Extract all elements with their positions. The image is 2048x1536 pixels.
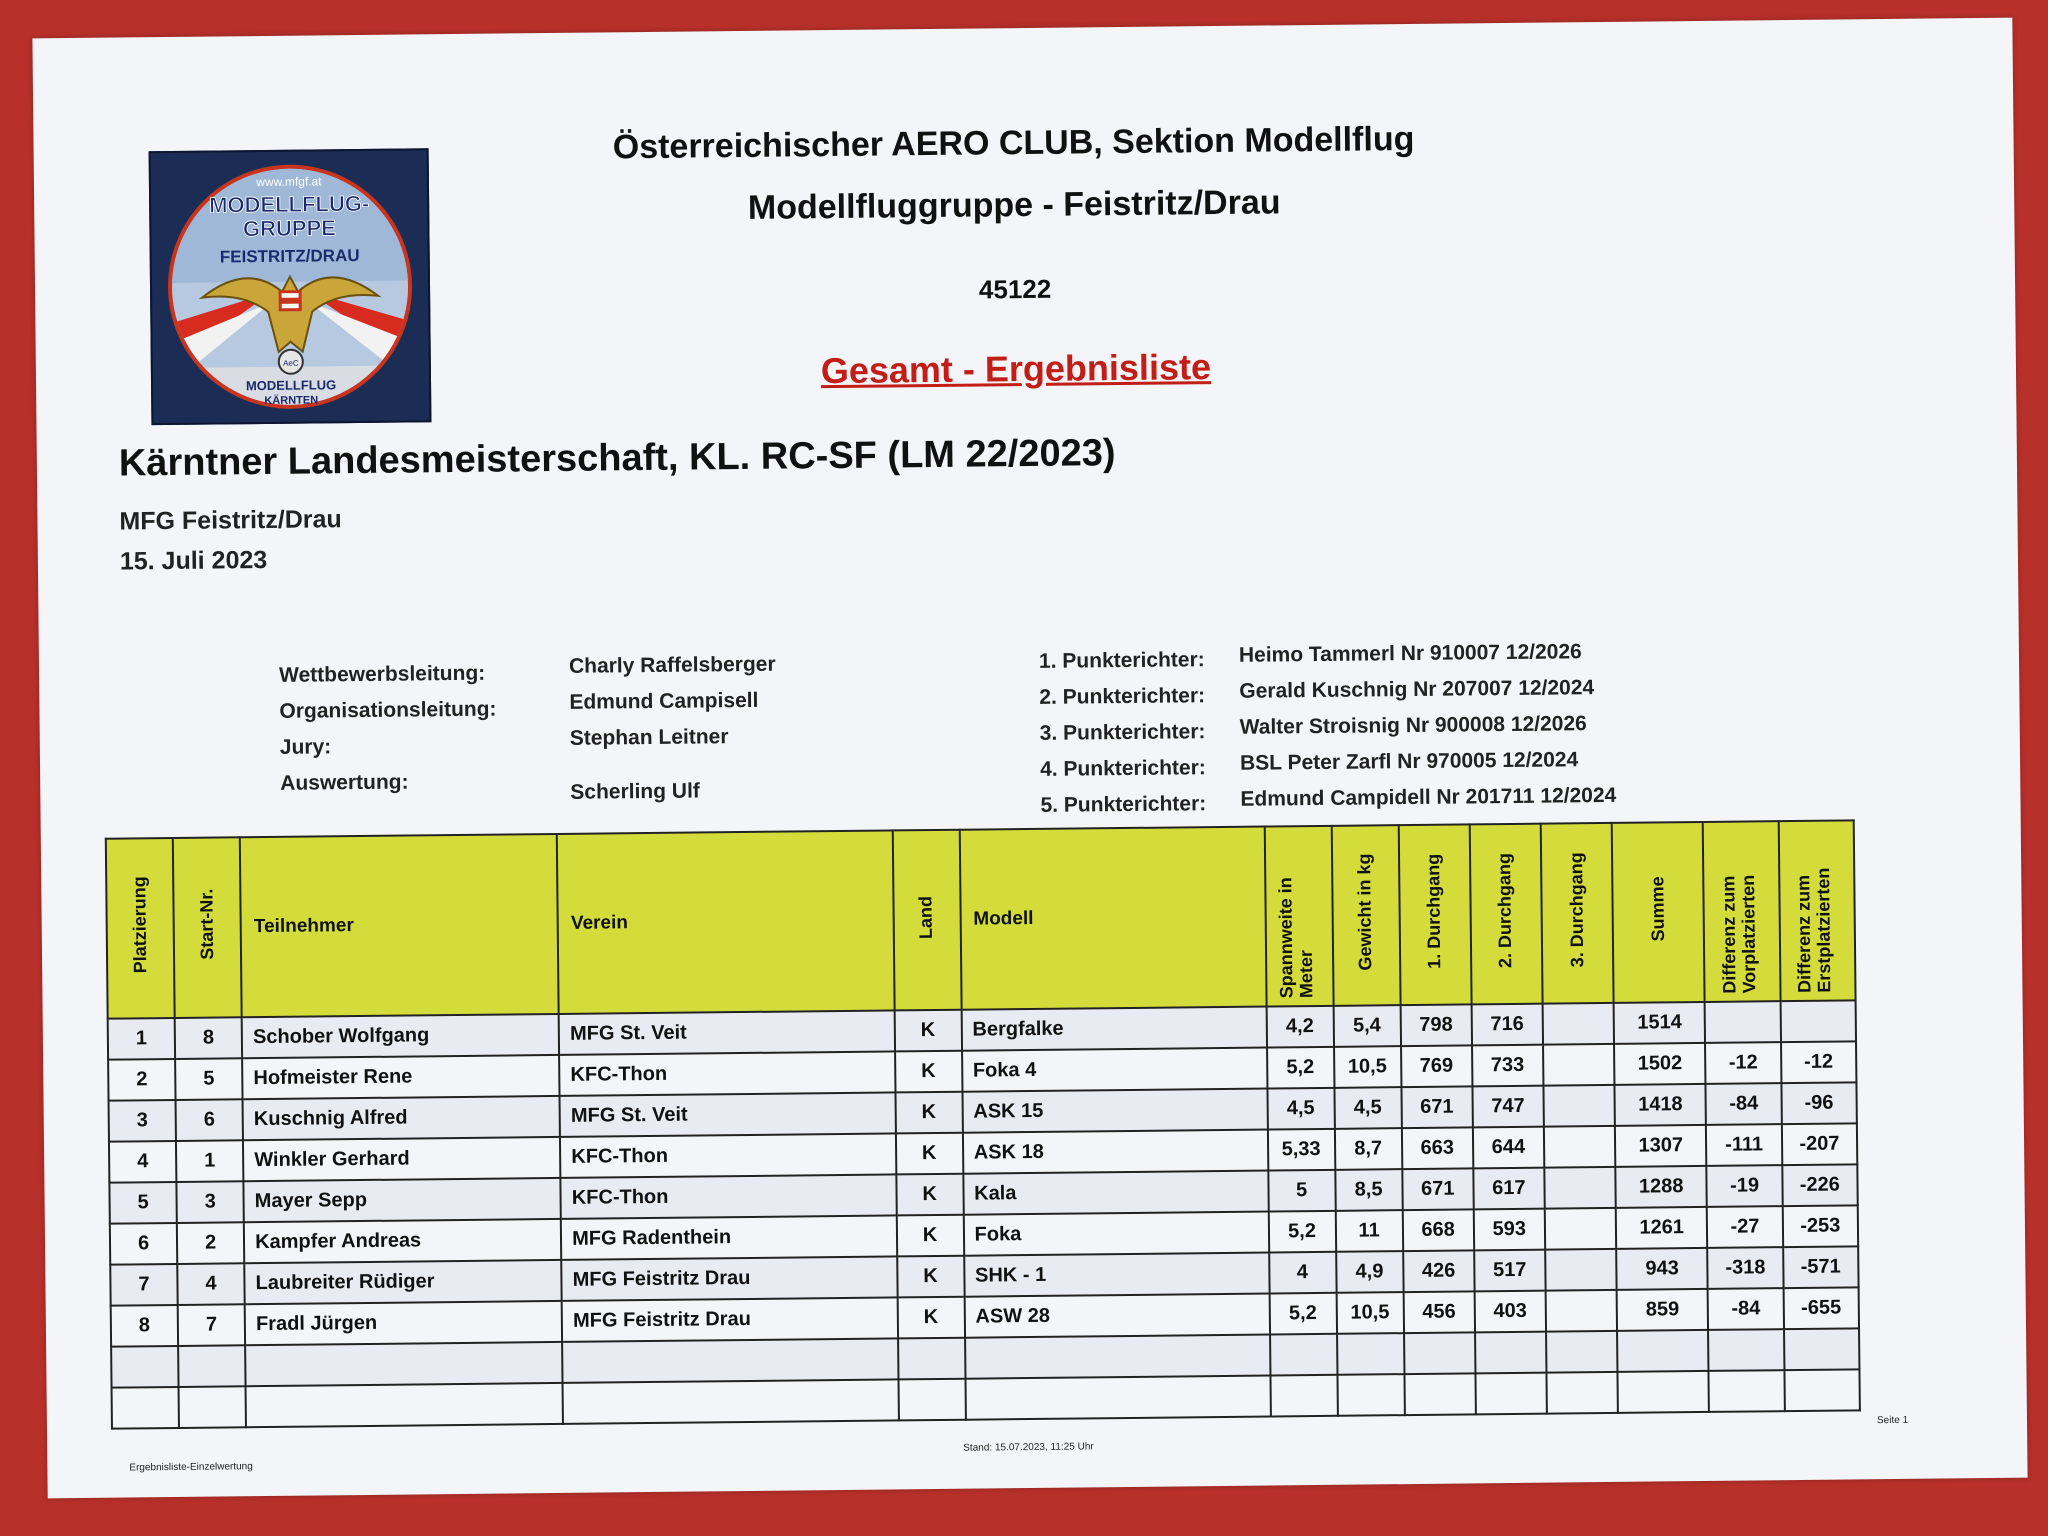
cell-d1: 426 [1403,1250,1475,1292]
logo-url-text: www.mfgf.at [256,174,322,190]
col-header-teilnehmer: Teilnehmer [240,834,559,1017]
judge-label: 2. Punkterichter: [1039,684,1206,709]
cell-start: 1 [176,1140,243,1182]
cell-derst [1784,1328,1860,1370]
cell-name: Hofmeister Rene [242,1055,559,1099]
logo-line-3: FEISTRITZ/DRAU [219,245,360,267]
cell-gewicht [1337,1333,1404,1375]
cell-name: Kuschnig Alfred [243,1096,560,1140]
footer-center: Stand: 15.07.2023, 11:25 Uhr [963,1441,1094,1454]
cell-modell: ASK 18 [963,1130,1268,1174]
cell-name: Fradl Jürgen [245,1301,562,1345]
cell-dvor: -318 [1708,1247,1784,1289]
cell-dvor: -84 [1706,1083,1782,1125]
cell-summe: 1418 [1614,1084,1706,1126]
cell-d1: 671 [1402,1168,1474,1210]
judge-value: BSL Peter Zarfl Nr 970005 12/2024 [1239,748,1579,775]
cell-d2 [1475,1332,1547,1374]
subtitle-text: Gesamt - Ergebnisliste [820,346,1212,392]
col-header-d2: 2. Durchgang [1469,824,1542,1005]
cell-spann: 5,33 [1267,1129,1334,1171]
col-header-d3: 3. Durchgang [1541,823,1614,1004]
judge-label: 5. Punkterichter: [1040,792,1207,817]
col-header-diff-vor: Differenz zum Vorplatzierten [1703,821,1780,1002]
cell-d1 [1404,1373,1476,1415]
cell-start: 5 [175,1058,242,1100]
col-header-d1: 1. Durchgang [1398,824,1471,1005]
cell-name: Kampfer Andreas [244,1219,561,1263]
cell-platz: 7 [110,1264,177,1306]
official-label: Organisationsleitung: [279,697,497,723]
cell-derst: -253 [1782,1205,1858,1247]
logo-line-4: MODELLFLUG [245,377,337,394]
cell-d2: 644 [1473,1127,1545,1169]
cell-spann: 5,2 [1268,1211,1335,1253]
cell-gewicht [1337,1374,1404,1416]
cell-land: K [896,1174,963,1216]
logo-line-5: KÄRNTEN [264,394,319,407]
cell-dvor: -84 [1708,1288,1784,1330]
cell-dvor: -19 [1707,1165,1783,1207]
cell-d2: 617 [1473,1168,1545,1210]
cell-land [898,1379,965,1421]
cell-d3 [1546,1331,1618,1373]
cell-summe: 1288 [1615,1166,1707,1208]
cell-gewicht: 4,5 [1334,1087,1401,1129]
col-header-modell: Modell [959,827,1266,1010]
cell-name: Schober Wolfgang [242,1014,559,1058]
official-value: Scherling Ulf [570,779,700,804]
cell-dvor: -111 [1706,1124,1782,1166]
cell-spann: 4,2 [1266,1006,1333,1048]
cell-summe: 859 [1617,1289,1709,1331]
cell-d3 [1542,1003,1614,1045]
cell-d3 [1545,1208,1617,1250]
judge-value: Walter Stroisnig Nr 900008 12/2026 [1239,712,1587,739]
cell-land: K [895,1051,962,1093]
cell-platz: 1 [108,1018,175,1060]
cell-d2: 733 [1472,1045,1544,1087]
cell-platz: 8 [111,1305,178,1347]
cell-modell: ASW 28 [964,1294,1269,1338]
cell-spann [1270,1334,1337,1376]
cell-modell: SHK - 1 [964,1253,1269,1297]
club-logo-graphic [151,150,430,423]
col-header-land: Land [892,830,961,1011]
cell-name: Mayer Sepp [244,1178,561,1222]
cell-spann: 4,5 [1267,1088,1334,1130]
cell-verein: KFC-Thon [561,1174,897,1219]
cell-d2: 517 [1474,1250,1546,1292]
cell-d2: 593 [1474,1209,1546,1251]
cell-d1: 798 [1400,1004,1472,1046]
club-logo [149,148,432,425]
cell-gewicht: 10,5 [1336,1292,1403,1334]
footer-left: Ergebnisliste-Einzelwertung [129,1461,253,1474]
cell-summe [1617,1330,1709,1372]
cell-start [179,1386,246,1428]
group-title: Modellfluggruppe - Feistritz/Drau [747,183,1281,227]
cell-summe: 1307 [1615,1125,1707,1167]
col-header-verein: Verein [557,830,894,1014]
cell-spann [1270,1375,1337,1417]
cell-modell: Foka 4 [962,1048,1267,1092]
cell-modell: Foka [963,1212,1268,1256]
cell-land: K [895,1133,962,1175]
cell-platz [112,1387,179,1429]
cell-dvor [1705,1001,1781,1043]
judge-value: Edmund Campidell Nr 201711 12/2024 [1240,783,1617,811]
cell-gewicht: 8,5 [1335,1169,1402,1211]
cell-land: K [897,1297,964,1339]
cell-spann: 5,2 [1269,1293,1336,1335]
cell-platz: 5 [109,1182,176,1224]
cell-gewicht: 4,9 [1336,1251,1403,1293]
cell-dvor: -27 [1707,1206,1783,1248]
cell-spann: 5 [1268,1170,1335,1212]
cell-d1: 663 [1402,1127,1474,1169]
cell-gewicht: 5,4 [1333,1005,1400,1047]
cell-d1: 671 [1401,1086,1473,1128]
cell-land: K [894,1010,961,1052]
cell-verein: MFG St. Veit [559,1010,895,1055]
cell-start: 6 [176,1099,243,1141]
cell-modell [965,1376,1270,1420]
cell-d3 [1545,1249,1617,1291]
cell-start: 3 [176,1181,243,1223]
col-header-gewicht: Gewicht in kg [1331,825,1400,1006]
cell-verein: MFG Feistritz Drau [561,1256,897,1301]
cell-platz: 4 [109,1141,176,1183]
cell-derst: -226 [1782,1164,1858,1206]
cell-d2: 716 [1471,1004,1543,1046]
cell-dvor [1708,1329,1784,1371]
cell-d3 [1544,1167,1616,1209]
col-header-spannweite: Spannweite in Meter [1264,826,1333,1007]
competition-number: 45122 [978,273,1052,305]
cell-start [178,1345,245,1387]
official-value: Charly Raffelsberger [568,652,776,678]
club-title: Österreichischer AERO CLUB, Sektion Modellflug [612,119,1415,167]
logo-line-1: MODELLFLUG- [208,190,370,218]
cell-derst [1780,1000,1856,1042]
official-label: Wettbewerbsleitung: [278,661,486,687]
cell-d3 [1546,1372,1618,1414]
cell-derst: -12 [1781,1041,1857,1083]
cell-verein: MFG St. Veit [560,1092,896,1137]
cell-verein: MFG Radenthein [561,1215,897,1260]
cell-d2: 747 [1472,1086,1544,1128]
cell-d1: 769 [1401,1045,1473,1087]
cell-start: 2 [177,1222,244,1264]
cell-modell: Bergfalke [961,1007,1266,1051]
cell-verein [562,1338,898,1383]
official-value: Edmund Campisell [569,688,759,714]
judge-value: Heimo Tammerl Nr 910007 12/2026 [1238,640,1582,667]
event-place: MFG Feistritz/Drau [119,505,342,536]
col-header-platz: Platzierung [106,838,175,1019]
footer-right: Seite 1 [1876,1414,1909,1427]
cell-platz [111,1346,178,1388]
col-header-diff-erst: Differenz zum Erstplatzierten [1778,820,1855,1001]
cell-spann: 4 [1269,1252,1336,1294]
official-label: Jury: [279,735,332,759]
cell-d1 [1404,1332,1476,1374]
cell-dvor [1709,1370,1785,1412]
cell-land: K [896,1215,963,1257]
cell-derst: -96 [1781,1082,1857,1124]
cell-d3 [1544,1126,1616,1168]
cell-gewicht: 8,7 [1334,1128,1401,1170]
event-title: Kärntner Landesmeisterschaft, KL. RC-SF (LM 22/2023) [118,432,1116,485]
logo-badge: AeC [282,358,299,368]
cell-gewicht: 11 [1335,1210,1402,1252]
judge-label: 3. Punkterichter: [1039,720,1206,745]
cell-start: 4 [177,1263,244,1305]
official-label: Auswertung: [280,770,409,795]
cell-modell [965,1335,1270,1379]
col-header-start: Start-Nr. [173,837,242,1018]
cell-spann: 5,2 [1267,1047,1334,1089]
cell-gewicht: 10,5 [1334,1046,1401,1088]
header-row [106,820,1856,1018]
cell-land: K [895,1092,962,1134]
cell-platz: 6 [110,1223,177,1265]
col-header-summe: Summe [1612,822,1705,1003]
cell-verein [563,1379,899,1424]
cell-name [246,1383,563,1427]
cell-name [245,1342,562,1386]
cell-d3 [1543,1085,1615,1127]
official-value: Stephan Leitner [569,725,729,750]
cell-d1: 668 [1402,1209,1474,1251]
cell-modell: ASK 15 [962,1089,1267,1133]
cell-name: Laubreiter Rüdiger [244,1260,561,1304]
cell-summe: 1502 [1614,1043,1706,1085]
cell-d1: 456 [1403,1291,1475,1333]
cell-d3 [1543,1044,1615,1086]
logo-line-2: GRUPPE [242,215,337,242]
cell-modell: Kala [963,1171,1268,1215]
cell-verein: MFG Feistritz Drau [562,1297,898,1342]
cell-d2: 403 [1474,1291,1546,1333]
cell-derst: -207 [1782,1123,1858,1165]
judge-value: Gerald Kuschnig Nr 207007 12/2024 [1239,676,1595,703]
cell-verein: KFC-Thon [559,1051,895,1096]
cell-derst [1784,1369,1860,1411]
judge-label: 1. Punkterichter: [1038,648,1205,673]
cell-summe: 1261 [1616,1207,1708,1249]
cell-dvor: -12 [1705,1042,1781,1084]
cell-platz: 2 [108,1059,175,1101]
cell-start: 7 [178,1304,245,1346]
cell-platz: 3 [109,1100,176,1142]
cell-verein: KFC-Thon [560,1133,896,1178]
document-subtitle [416,342,1616,397]
cell-derst: -655 [1783,1287,1859,1329]
cell-d3 [1545,1290,1617,1332]
cell-start: 8 [175,1017,242,1059]
cell-summe [1617,1371,1709,1413]
cell-d2 [1475,1373,1547,1415]
cell-summe: 943 [1616,1248,1708,1290]
cell-land [898,1338,965,1380]
cell-summe: 1514 [1614,1002,1706,1044]
cell-name: Winkler Gerhard [243,1137,560,1181]
cell-derst: -571 [1783,1246,1859,1288]
judge-label: 4. Punkterichter: [1039,756,1206,781]
event-date: 15. Juli 2023 [119,545,268,576]
results-table [105,819,1861,1429]
result-sheet [32,18,2027,1499]
cell-land: K [897,1256,964,1298]
results-body [108,1000,1860,1428]
